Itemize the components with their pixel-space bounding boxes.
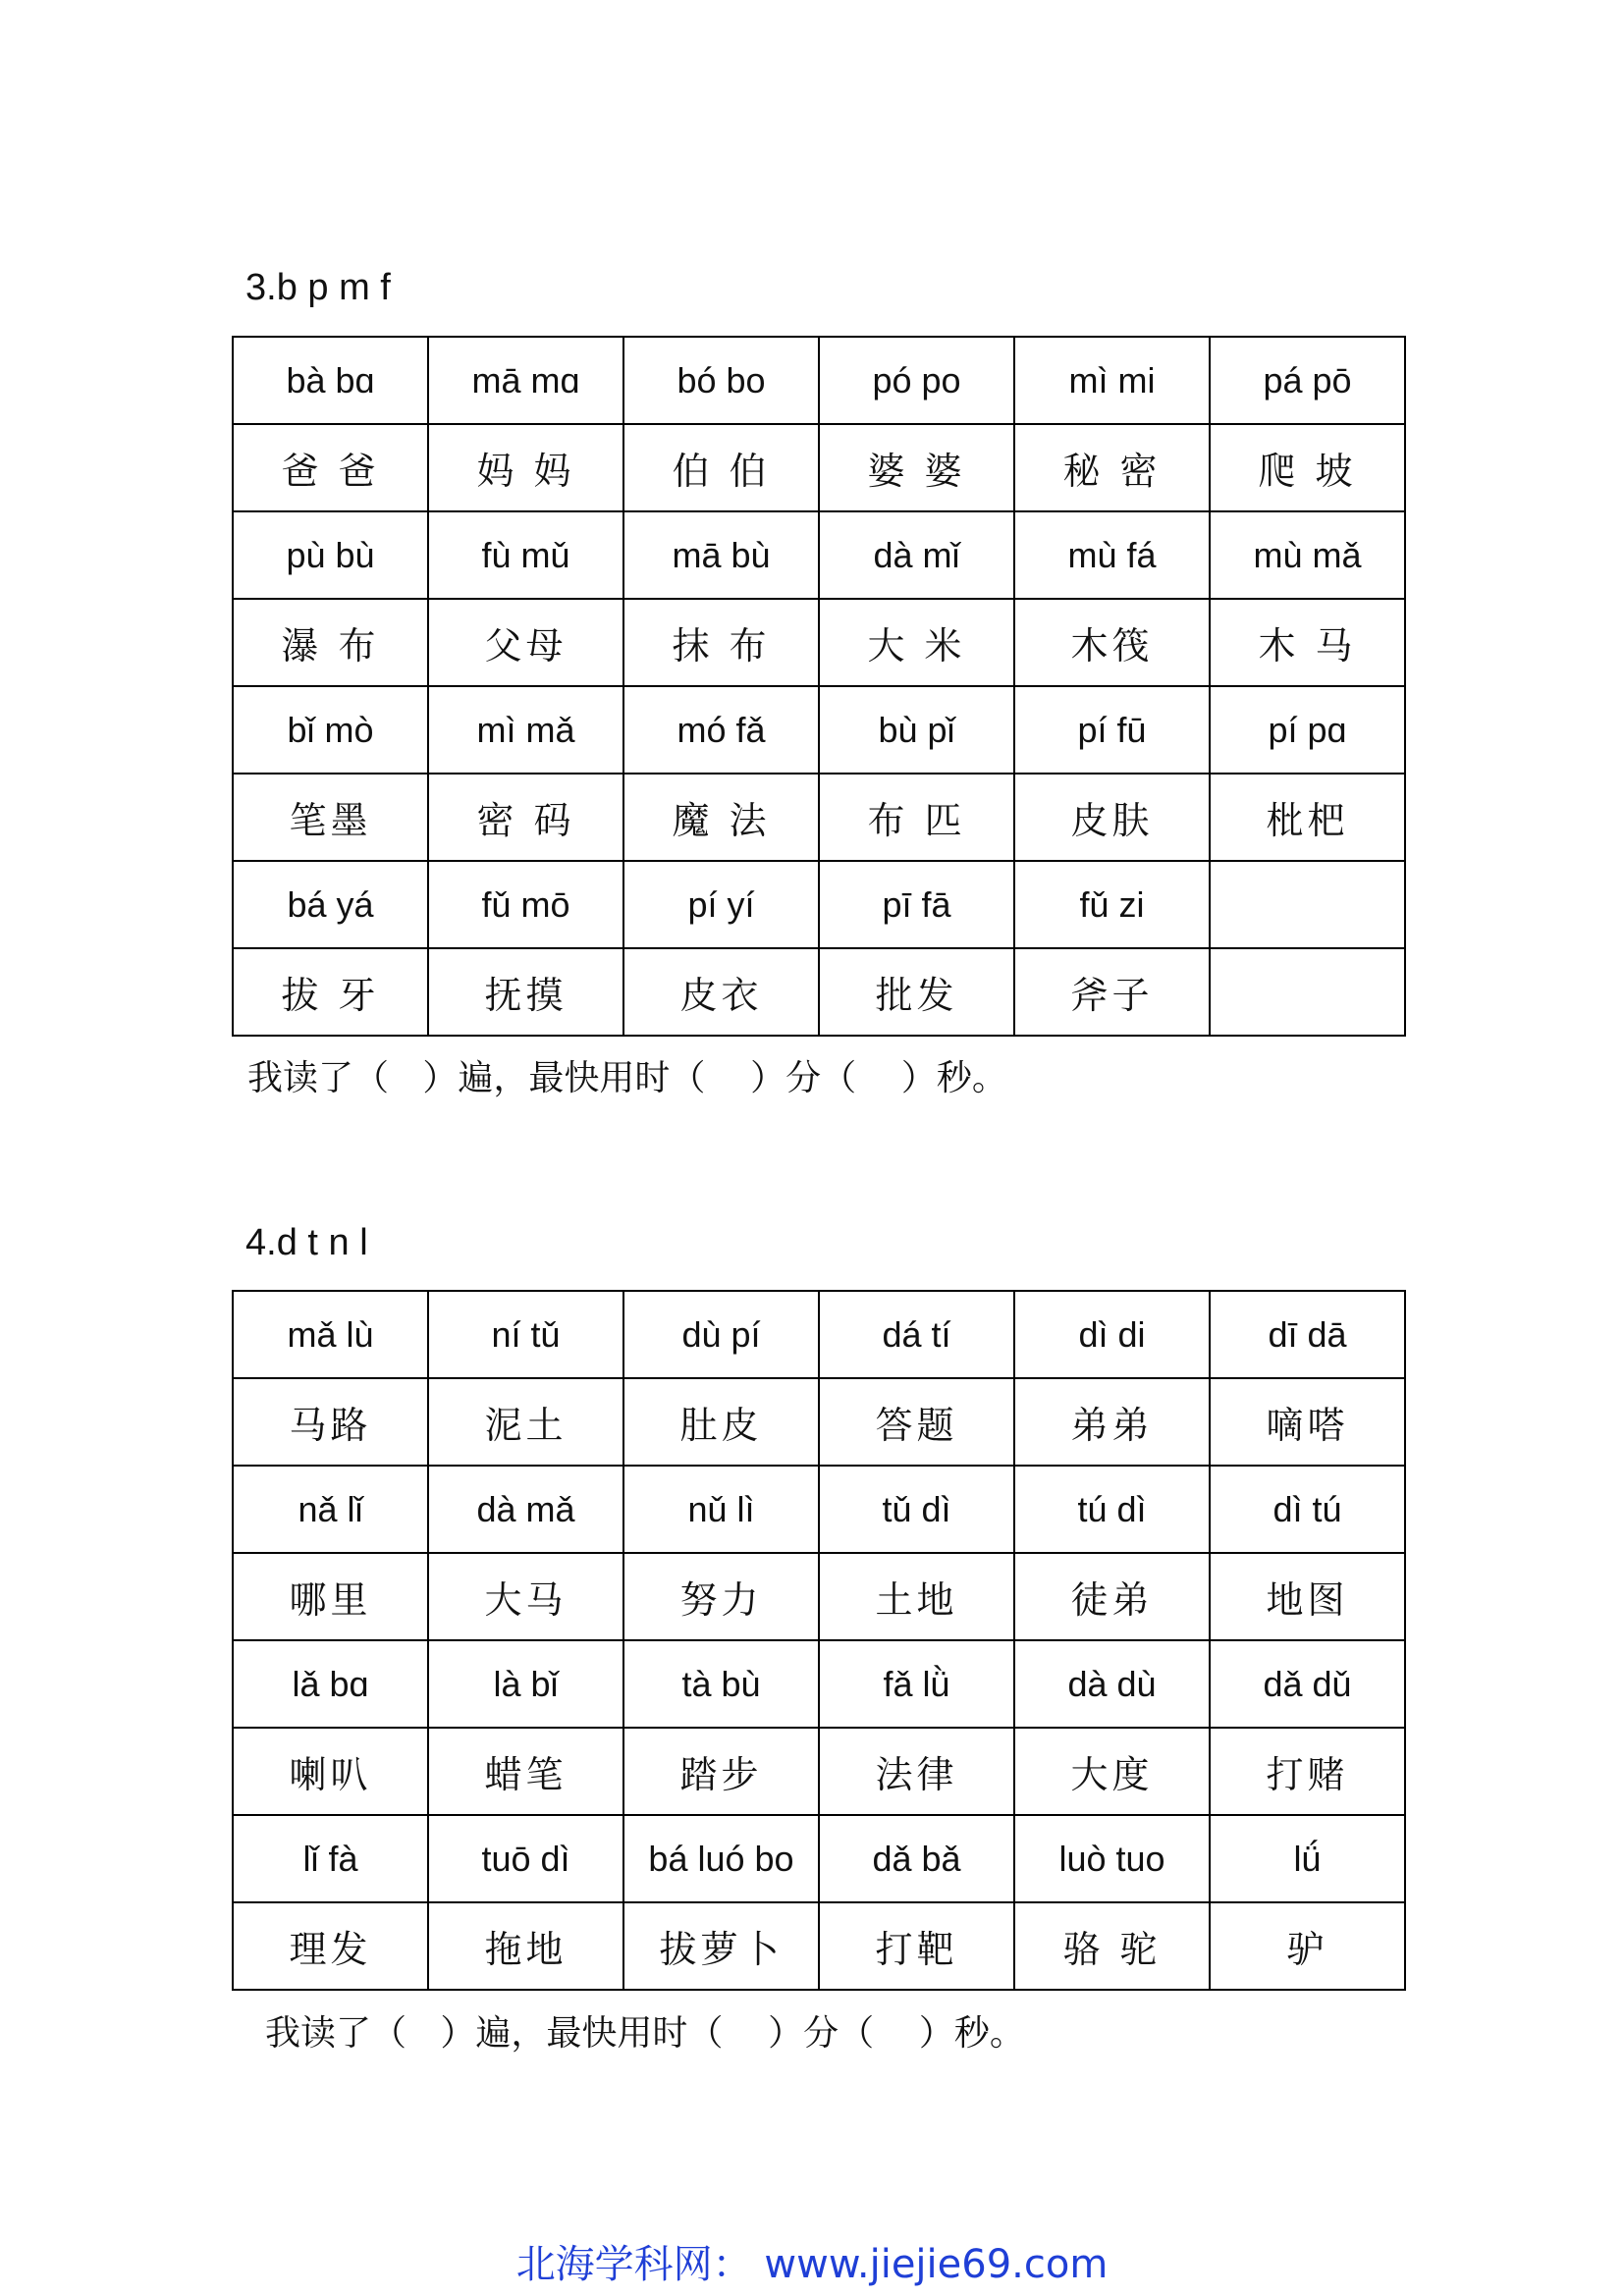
hanzi-row <box>233 1378 1405 1466</box>
hanzi-cell: 法律 <box>819 1728 1014 1815</box>
pinyin-cell: pí fū <box>1014 686 1210 774</box>
hanzi-cell: 斧子 <box>1014 948 1210 1036</box>
hanzi-cell: 布 匹 <box>819 774 1014 861</box>
pinyin-row <box>233 1640 1405 1728</box>
hanzi-cell: 嘀嗒 <box>1210 1378 1405 1466</box>
hanzi-cell: 密 码 <box>428 774 623 861</box>
hanzi-cell: 地图 <box>1210 1553 1405 1640</box>
pinyin-cell: pù bù <box>233 511 428 599</box>
hanzi-cell: 木筏 <box>1014 599 1210 686</box>
pinyin-cell: mù mǎ <box>1210 511 1405 599</box>
pinyin-cell: tuō dì <box>428 1815 623 1902</box>
pinyin-cell: dì di <box>1014 1291 1210 1378</box>
hanzi-cell: 马路 <box>233 1378 428 1466</box>
pinyin-cell: ní tǔ <box>428 1291 623 1378</box>
pinyin-cell: pí yí <box>623 861 819 948</box>
hanzi-cell: 哪里 <box>233 1553 428 1640</box>
hanzi-row <box>233 774 1405 861</box>
hanzi-row <box>233 948 1405 1036</box>
pinyin-cell: dǎ bǎ <box>819 1815 1014 1902</box>
hanzi-cell: 皮衣 <box>623 948 819 1036</box>
hanzi-cell: 婆 婆 <box>819 424 1014 511</box>
pinyin-cell: mì mǎ <box>428 686 623 774</box>
hanzi-cell: 拔萝卜 <box>623 1902 819 1990</box>
pinyin-cell: bá luó bo <box>623 1815 819 1902</box>
pinyin-cell: dī dā <box>1210 1291 1405 1378</box>
pinyin-cell: lǘ <box>1210 1815 1405 1902</box>
pinyin-row <box>233 686 1405 774</box>
hanzi-cell: 笔墨 <box>233 774 428 861</box>
pinyin-row <box>233 1466 1405 1553</box>
pinyin-cell: tú dì <box>1014 1466 1210 1553</box>
pinyin-row <box>233 1291 1405 1378</box>
section-4-reading-note: 我读了（ ）遍，最快用时（ ）分（ ）秒。 <box>265 2013 1025 2054</box>
pinyin-cell: lǎ bɑ <box>233 1640 428 1728</box>
pinyin-cell: bá yá <box>233 861 428 948</box>
pinyin-row <box>233 1815 1405 1902</box>
hanzi-cell: 拔 牙 <box>233 948 428 1036</box>
footer-watermark: 北海学科网： www.jiejie69.com <box>515 2242 1109 2287</box>
hanzi-cell: 土地 <box>819 1553 1014 1640</box>
hanzi-cell: 打靶 <box>819 1902 1014 1990</box>
pinyin-cell: mā mɑ <box>428 337 623 424</box>
pinyin-cell: fù mǔ <box>428 511 623 599</box>
pinyin-cell: mù fá <box>1014 511 1210 599</box>
section-3-title: 3.b p m f <box>245 267 391 308</box>
hanzi-cell: 打赌 <box>1210 1728 1405 1815</box>
hanzi-cell: 批发 <box>819 948 1014 1036</box>
hanzi-cell: 拖地 <box>428 1902 623 1990</box>
pinyin-cell: dù pí <box>623 1291 819 1378</box>
hanzi-row <box>233 424 1405 511</box>
hanzi-row <box>233 599 1405 686</box>
hanzi-cell: 爬 坡 <box>1210 424 1405 511</box>
hanzi-cell: 肚皮 <box>623 1378 819 1466</box>
section-4-table <box>232 1290 1406 1991</box>
hanzi-cell: 大度 <box>1014 1728 1210 1815</box>
pinyin-cell: lǐ fà <box>233 1815 428 1902</box>
pinyin-cell: pá pō <box>1210 337 1405 424</box>
hanzi-row <box>233 1553 1405 1640</box>
hanzi-cell: 泥土 <box>428 1378 623 1466</box>
pinyin-cell: mǎ lù <box>233 1291 428 1378</box>
hanzi-cell: 伯 伯 <box>623 424 819 511</box>
pinyin-cell: bǐ mò <box>233 686 428 774</box>
hanzi-cell: 抹 布 <box>623 599 819 686</box>
hanzi-cell: 父母 <box>428 599 623 686</box>
hanzi-cell: 大马 <box>428 1553 623 1640</box>
pinyin-cell: tǔ dì <box>819 1466 1014 1553</box>
pinyin-cell: luò tuo <box>1014 1815 1210 1902</box>
pinyin-cell: pí pɑ <box>1210 686 1405 774</box>
hanzi-cell: 蜡笔 <box>428 1728 623 1815</box>
hanzi-cell: 皮肤 <box>1014 774 1210 861</box>
hanzi-cell: 理发 <box>233 1902 428 1990</box>
hanzi-cell: 喇叭 <box>233 1728 428 1815</box>
hanzi-cell: 大 米 <box>819 599 1014 686</box>
pinyin-cell: nǎ lǐ <box>233 1466 428 1553</box>
hanzi-cell: 努力 <box>623 1553 819 1640</box>
pinyin-cell: bó bo <box>623 337 819 424</box>
pinyin-cell: fǔ zi <box>1014 861 1210 948</box>
pinyin-cell: mì mi <box>1014 337 1210 424</box>
pinyin-cell: dà mǐ <box>819 511 1014 599</box>
pinyin-cell: bà bɑ <box>233 337 428 424</box>
hanzi-cell: 踏步 <box>623 1728 819 1815</box>
hanzi-cell: 抚摸 <box>428 948 623 1036</box>
hanzi-row <box>233 1728 1405 1815</box>
pinyin-cell: dì tú <box>1210 1466 1405 1553</box>
hanzi-cell: 骆 驼 <box>1014 1902 1210 1990</box>
hanzi-cell: 枇杷 <box>1210 774 1405 861</box>
pinyin-cell: pó po <box>819 337 1014 424</box>
pinyin-row <box>233 511 1405 599</box>
hanzi-cell: 驴 <box>1210 1902 1405 1990</box>
hanzi-cell: 妈 妈 <box>428 424 623 511</box>
hanzi-row <box>233 1902 1405 1990</box>
pinyin-cell: tà bù <box>623 1640 819 1728</box>
pinyin-cell: fǔ mō <box>428 861 623 948</box>
section-3-reading-note: 我读了（ ）遍，最快用时（ ）分（ ）秒。 <box>247 1058 1007 1098</box>
section-4-title: 4.d t n l <box>245 1222 368 1263</box>
pinyin-cell: mó fǎ <box>623 686 819 774</box>
hanzi-cell: 瀑 布 <box>233 599 428 686</box>
pinyin-cell: bù pǐ <box>819 686 1014 774</box>
pinyin-cell: dá tí <box>819 1291 1014 1378</box>
pinyin-cell: pī fā <box>819 861 1014 948</box>
section-3-table <box>232 336 1406 1037</box>
hanzi-cell: 秘 密 <box>1014 424 1210 511</box>
pinyin-cell: dà mǎ <box>428 1466 623 1553</box>
pinyin-cell: dǎ dǔ <box>1210 1640 1405 1728</box>
pinyin-cell: dà dù <box>1014 1640 1210 1728</box>
pinyin-cell: mā bù <box>623 511 819 599</box>
hanzi-cell: 徒弟 <box>1014 1553 1210 1640</box>
pinyin-row <box>233 337 1405 424</box>
pinyin-cell <box>1210 861 1405 948</box>
hanzi-cell: 弟弟 <box>1014 1378 1210 1466</box>
hanzi-cell <box>1210 948 1405 1036</box>
hanzi-cell: 答题 <box>819 1378 1014 1466</box>
pinyin-cell: nǔ lì <box>623 1466 819 1553</box>
hanzi-cell: 爸 爸 <box>233 424 428 511</box>
pinyin-cell: là bǐ <box>428 1640 623 1728</box>
pinyin-row <box>233 861 1405 948</box>
hanzi-cell: 木 马 <box>1210 599 1405 686</box>
hanzi-cell: 魔 法 <box>623 774 819 861</box>
pinyin-cell: fǎ lǜ <box>819 1640 1014 1728</box>
